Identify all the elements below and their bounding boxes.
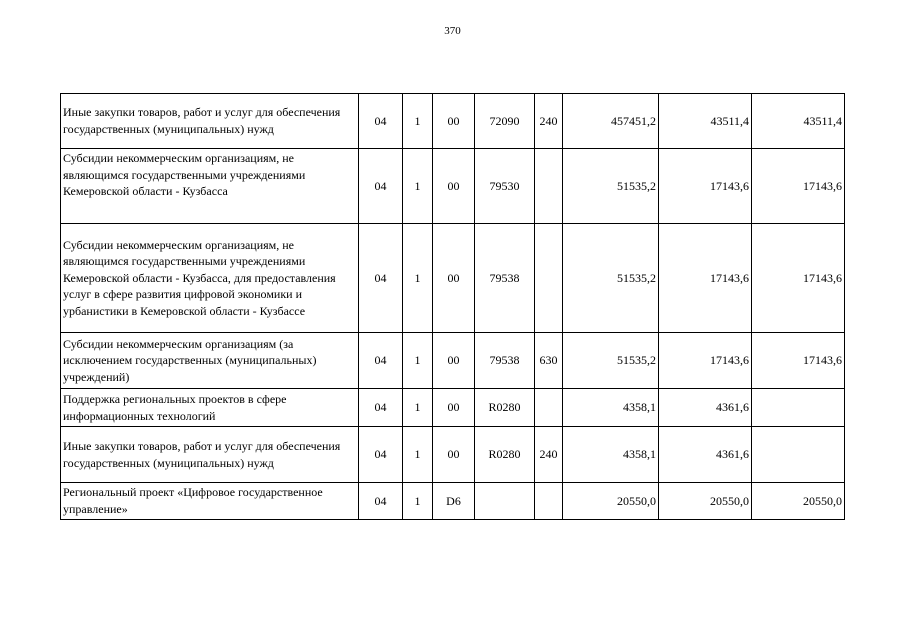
direction-code: 72090 [475, 94, 535, 149]
amount-1: 51535,2 [563, 333, 659, 389]
section-code: 04 [359, 94, 403, 149]
amount-2: 43511,4 [659, 94, 752, 149]
amount-3: 17143,6 [752, 333, 845, 389]
row-name: Поддержка региональных проектов в сфере информационных технологий [61, 389, 359, 427]
section-code: 04 [359, 333, 403, 389]
program-code: D6 [433, 483, 475, 520]
expense-type-code [535, 483, 563, 520]
section-code: 04 [359, 483, 403, 520]
table-row [61, 333, 845, 389]
amount-3: 17143,6 [752, 224, 845, 333]
section-code: 04 [359, 389, 403, 427]
amount-3: 43511,4 [752, 94, 845, 149]
program-code: 00 [433, 149, 475, 224]
amount-1: 4358,1 [563, 427, 659, 483]
amount-2: 4361,6 [659, 389, 752, 427]
amount-3 [752, 427, 845, 483]
amount-1: 20550,0 [563, 483, 659, 520]
subsection-code: 1 [403, 389, 433, 427]
program-code: 00 [433, 389, 475, 427]
direction-code: R0280 [475, 427, 535, 483]
program-code: 00 [433, 333, 475, 389]
direction-code: 79538 [475, 333, 535, 389]
amount-2: 17143,6 [659, 333, 752, 389]
row-name: Субсидии некоммерческим организациям, не являющимся государственными учреждениями Кемеровской области - Кузбасса, для предоставления услуг в сфере развития цифровой экономики и урбанистики в Кемеровской области - Кузбассе [61, 224, 359, 333]
amount-1: 4358,1 [563, 389, 659, 427]
table-row [61, 389, 845, 427]
subsection-code: 1 [403, 224, 433, 333]
expense-type-code: 240 [535, 94, 563, 149]
direction-code [475, 483, 535, 520]
row-name: Региональный проект «Цифровое государственное управление» [61, 483, 359, 520]
amount-2: 17143,6 [659, 224, 752, 333]
subsection-code: 1 [403, 333, 433, 389]
table-row [61, 483, 845, 520]
row-name: Иные закупки товаров, работ и услуг для обеспечения государственных (муниципальных) нужд [61, 94, 359, 149]
program-code: 00 [433, 427, 475, 483]
amount-1: 457451,2 [563, 94, 659, 149]
direction-code: 79530 [475, 149, 535, 224]
amount-1: 51535,2 [563, 224, 659, 333]
amount-3: 20550,0 [752, 483, 845, 520]
page-number: 370 [444, 25, 461, 37]
subsection-code: 1 [403, 149, 433, 224]
table-row [61, 149, 845, 224]
amount-2: 17143,6 [659, 149, 752, 224]
subsection-code: 1 [403, 427, 433, 483]
section-code: 04 [359, 149, 403, 224]
table-row [61, 94, 845, 149]
row-name: Субсидии некоммерческим организациям (за исключением государственных (муниципальных) учреждений) [61, 333, 359, 389]
expense-type-code: 630 [535, 333, 563, 389]
table-row [61, 224, 845, 333]
subsection-code: 1 [403, 94, 433, 149]
direction-code: R0280 [475, 389, 535, 427]
expense-type-code [535, 149, 563, 224]
direction-code: 79538 [475, 224, 535, 333]
amount-2: 4361,6 [659, 427, 752, 483]
expense-type-code: 240 [535, 427, 563, 483]
row-name: Субсидии некоммерческим организациям, не являющимся государственными учреждениями Кемеровской области - Кузбасса [61, 149, 359, 224]
expense-type-code [535, 389, 563, 427]
section-code: 04 [359, 224, 403, 333]
amount-1: 51535,2 [563, 149, 659, 224]
section-code: 04 [359, 427, 403, 483]
expense-type-code [535, 224, 563, 333]
amount-2: 20550,0 [659, 483, 752, 520]
subsection-code: 1 [403, 483, 433, 520]
amount-3 [752, 389, 845, 427]
row-name: Иные закупки товаров, работ и услуг для обеспечения государственных (муниципальных) нужд [61, 427, 359, 483]
table-row [61, 427, 845, 483]
program-code: 00 [433, 94, 475, 149]
program-code: 00 [433, 224, 475, 333]
amount-3: 17143,6 [752, 149, 845, 224]
budget-table [60, 93, 845, 520]
